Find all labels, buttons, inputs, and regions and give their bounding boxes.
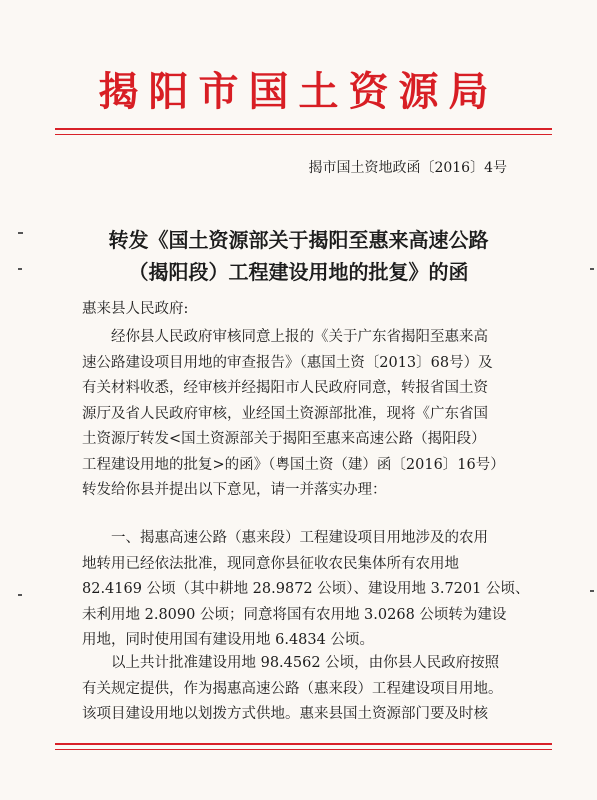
- paragraph-line: 有关材料收悉，经审核并经揭阳市人民政府同意，转报省国土资: [82, 380, 488, 396]
- scan-edge-mark: [590, 268, 594, 270]
- scan-edge-mark: [18, 594, 22, 596]
- paragraph-line: 经你县人民政府审核同意上报的《关于广东省揭阳至惠来高: [111, 329, 488, 345]
- scan-edge-mark: [590, 590, 594, 592]
- scan-edge-mark: [18, 268, 22, 270]
- paragraph-3: [82, 651, 522, 728]
- letterhead-rule-thin: [55, 134, 552, 135]
- paragraph-line: 一、揭惠高速公路（惠来段）工程建设项目用地涉及的农用: [111, 530, 488, 546]
- paragraph-line: 82.4169 公顷（其中耕地 28.9872 公顷）、建设用地 3.7201 公顷、: [82, 581, 530, 597]
- agency-letterhead: 揭阳市国土资源局: [98, 68, 499, 115]
- paragraph-line: 该项目建设用地以划拨方式供地。惠来县国土资源部门要及时核: [82, 706, 488, 722]
- paragraph-line: 源厅及省人民政府审核，业经国土资源部批准，现将《广东省国: [82, 405, 488, 422]
- paragraph-line: 有关规定提供，作为揭惠高速公路（惠来段）工程建设项目用地。: [82, 680, 503, 697]
- addressee: 惠来县人民政府:: [82, 301, 189, 317]
- document-title-line-1: 转发《国土资源部关于揭阳至惠来高速公路: [108, 228, 489, 252]
- paragraph-line: 土资源厅转发<国土资源部关于揭阳至惠来高速公路（揭阳段）: [82, 431, 486, 447]
- paragraph-1: [82, 325, 522, 504]
- footer-rule-thick: [55, 743, 552, 745]
- letterhead-rule-thick: [55, 128, 552, 130]
- paragraph-line: 未利用地 2.8090 公顷；同意将国有农用地 3.0268 公顷转为建设: [82, 606, 507, 623]
- paragraph-line: 速公路建设项目用地的审查报告》（惠国土资〔2013〕68号）及: [82, 354, 493, 371]
- paragraph-line: 转发给你县并提出以下意见，请一并落实办理：: [82, 482, 387, 498]
- paragraph-line: 地转用已经依法批准，现同意你县征收农民集体所有农用地: [82, 555, 459, 572]
- paragraph-line: 工程建设用地的批复>的函》（粤国土资（建）函〔2016〕16号）: [82, 456, 505, 473]
- paragraph-line: 用地，同时使用国有建设用地 6.4834 公顷。: [82, 632, 374, 648]
- scan-edge-mark: [18, 232, 23, 234]
- document-number: 揭市国土资地政函〔2016〕4号: [308, 160, 507, 176]
- paragraph-2: [82, 526, 530, 654]
- paragraph-line: 以上共计批准建设用地 98.4562 公顷，由你县人民政府按照: [111, 655, 500, 671]
- document-title-line-2: （揭阳段）工程建设用地的批复》的函: [128, 260, 469, 284]
- footer-rule-thin: [55, 749, 552, 750]
